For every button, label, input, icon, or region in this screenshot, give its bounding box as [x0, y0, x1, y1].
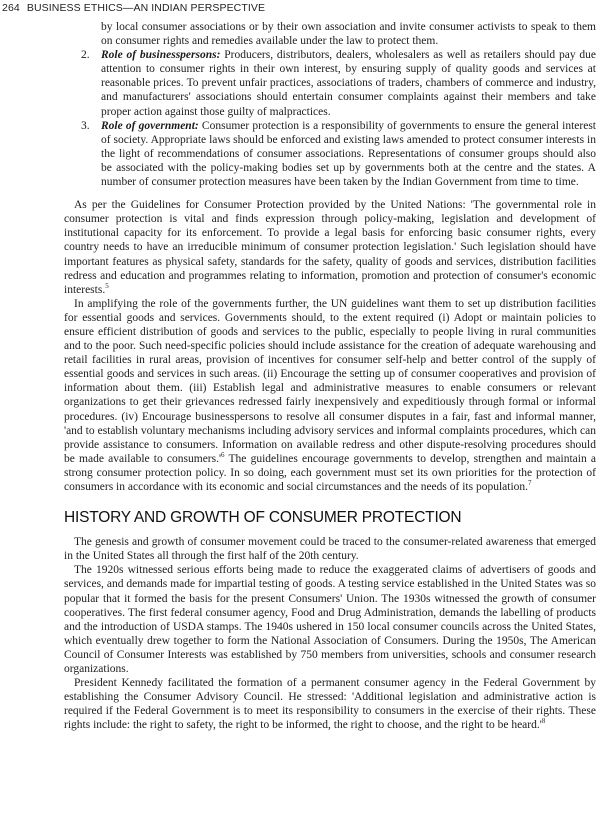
paragraph-kennedy — [64, 676, 596, 732]
footnote-ref: 7 — [528, 479, 532, 487]
paragraph-amplifying — [64, 297, 596, 494]
paragraph-text: President Kennedy facilitated the formation of a permanent consumer agency in the Federal Government by establishing the Consumer Advisory Council. He stressed: 'Additional legislation and administrative action is required if the Federal Government is to meet its responsibility to consumers in the exercise of their rights. These rights include: the right to safety, the right to be informed, the right to choose, and the right to be heard.' — [64, 677, 596, 732]
page-number: 264 — [2, 2, 20, 14]
list-item-continuation: by local consumer associations or by their own association and invite consumer activists to speak to them on consumer rights and remedies available under the law to protect them. — [101, 21, 596, 48]
list-item-text: Producers, distributors, dealers, wholesalers as well as retailers should pay due attention to consumer rights in their own interest, by ensuring supply of quality goods and services at reasonable prices. To prevent unfair practices, associations of traders, chambers of commerce and industry, and manufacturers' associations should entertain consumer complaints against their members and take proper action against those guilty of malpractices. — [101, 49, 596, 118]
paragraph-un-guidelines — [64, 198, 596, 297]
paragraph-text: As per the Guidelines for Consumer Protection provided by the United Nations: 'The governmental role in consumer protection is vital and finds expression through policy-making, legislation and development of institutional capacity for its enforcement. To provide a legal basis for enforcing basic consumer rights, every country needs to have an irreducible minimum of consumer protection legislation.' Such legislation should have important features as physical safety, standards for the safety, quality of goods and services, distribution facilities redress and education and programmes relating to information, promotion and protection of consumer's economic interests. — [64, 199, 596, 296]
list-item-heading: Role of government: — [101, 119, 199, 132]
book-title: BUSINESS ETHICS—AN INDIAN PERSPECTIVE — [26, 2, 266, 14]
list-item-heading: Role of businesspersons: — [101, 49, 221, 62]
footnote-ref: 8 — [541, 717, 546, 726]
footnote-ref: 5 — [105, 281, 109, 290]
list-item-businesspersons — [64, 48, 596, 118]
paragraph-genesis: The genesis and growth of consumer movement could be traced to the consumer-related awareness that emerged in the United States all through the first half of the 20th century. — [64, 536, 596, 563]
role-list — [64, 48, 596, 189]
list-item-government — [64, 119, 596, 189]
page-body — [64, 20, 596, 733]
paragraph-1920s: The 1920s witnessed serious efforts being made to reduce the exaggerated claims of advertisers of goods and services, and demands made for impartial testing of goods. A testing service established in the United States was so popular that it formed the basis for the present Consumers' Union. The 1930s witnessed the growth of consumer cooperatives. The first federal consumer agency, Food and Drug Administration, demands the labelling of products and the introduction of USDA stamps. The 1940s ushered in 150 local consumer councils across the United States, which eventually drew together to form the National Association of Consumers. During the 1950s, The American Council of Consumer Interests was established by 750 members from universities, schools and consumer research organizations. — [64, 564, 596, 676]
paragraph-text: In amplifying the role of the governments further, the UN guidelines want them to set up distribution facilities for essential goods and services. Governments should, to the extent required (i) Adopt or maintain policies to ensure efficient distribution of goods and services to the public, especially to people living in rural communities and to the poor. Such need-specific policies should include assistance for the creation of adequate warehousing and retail facilities in rural areas, provision of incentives for consumer self-help and better control of the supply of essential goods and services in such areas. (ii) Encourage the setting up of consumer cooperatives and provision of information about them. (iii) Establish legal and administrative measures to enable consumers or relevant organizations to get their grievances redressed fairly inexpensively and expeditiously through formal or informal procedures. (iv) Encourage businesspersons to resolve all consumer disputes in a fair, fast and informal manner, 'and to establish voluntary mechanisms including advisory services and informal complaints procedures, which can provide assistance to consumers. Information on available redress and other dispute-resolving procedures should be made available to consumers.' — [64, 297, 596, 465]
list-number: 3. — [81, 119, 90, 132]
section-heading: HISTORY AND GROWTH OF CONSUMER PROTECTION — [64, 509, 462, 527]
footnote-ref: 6 — [221, 450, 225, 459]
list-number: 2. — [81, 49, 90, 62]
list-item-text: Consumer protection is a responsibility of governments to ensure the general interest of society. Appropriate laws should be enforced and existing laws amended to protect consumer interests in the light of recommendations of consumer associations. Representations of consumer groups should also be associated with the policy-making bodies set up by governments both at the centre and the states. A number of consumer protection measures have been taken by the Indian Government from time to time. — [101, 119, 596, 189]
running-head — [2, 2, 265, 14]
paragraph-text: The guidelines encourage governments to develop, strengthen and maintain a strong consumer protection policy. In so doing, each government must set its own priorities for the protection of consumers in accordance with its economic and social circumstances and the needs of its population. — [64, 452, 596, 493]
